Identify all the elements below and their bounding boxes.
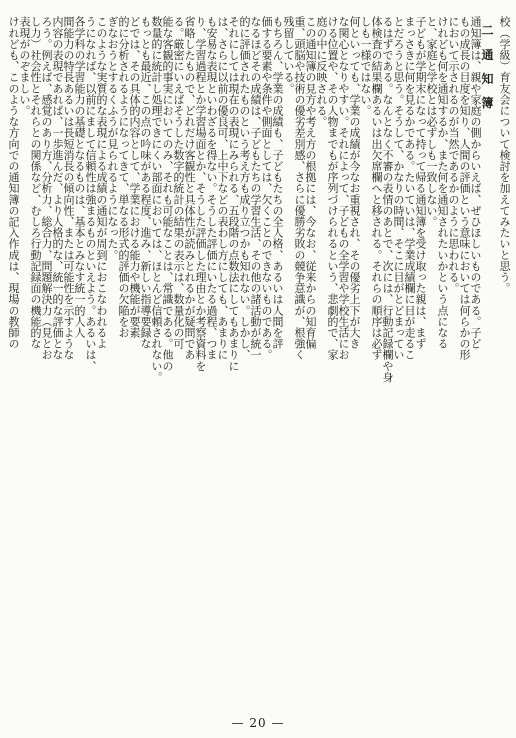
- text-column: うになれば、以前にまして信頼性は強まるものといえよう。あるいは、: [84, 16, 97, 372]
- text-column: 表現がのぞましい。: [18, 16, 31, 116]
- text-column: どでは、その具体的内容として、学業における能力や機能が要素: [128, 16, 141, 338]
- text-column: それにしては現在の表現にみられる、五段階の点数法にしてもあまりに: [227, 16, 240, 372]
- text-column: とだろうと思う。そうして、かなりの時間、そこに目がとどまってい: [392, 16, 405, 361]
- text-column: 何といっても、学業の成績が今なお重視され、その優劣上下が大き: [348, 16, 361, 349]
- section-heading: 二 通 知 簿: [480, 24, 494, 109]
- text-column: もっとも最近、この点の吟味がある程度、進み、新しい指導要録な: [139, 16, 152, 349]
- text-column: 的に評価されたものという考え方も成り立つかも知れない。しかし、: [238, 16, 251, 361]
- text-column: 体検査の結果欄あるいは出欠席欄へと移される。それらの順序は必ず: [370, 16, 383, 361]
- text-column: このような実質的な表現による成績の通知が周到におこなわれるよ: [95, 16, 108, 349]
- text-column: 残留している。: [282, 16, 295, 94]
- text-column: な関心となりやすい。それによって、子どもの全学習や学校生活にお: [337, 16, 350, 361]
- text-column: 通知簿は、親や家庭の側からいえば、ぜひほしいものである。子ど: [469, 16, 482, 349]
- text-column: この通知簿の見方や考え方の根拠には、今なお、従来からの知育偏: [304, 16, 317, 349]
- text-column: ろう。例えば、感覚のあり方、分析力、総合力、問題解決力（見とお: [40, 16, 53, 361]
- text-column: 数量的に統計し処理できにくい部面においては、ほとんど信頼されない。: [150, 16, 163, 383]
- text-column: けれども、このような方向での通知簿の記入作成は、現場の教師の: [7, 16, 20, 349]
- text-column: ぎなおうとするくふうが見られるようになった。: [106, 16, 119, 261]
- text-column: るはずである。なんとなく不審の表情のあとで、次には、行動記録欄や身: [381, 16, 394, 383]
- text-column: において示されるのが当然であるかのように思われる。: [447, 16, 460, 294]
- text-column: まっさきに何を見るかである。たいていは、学業成績欄に目が走るこ: [403, 16, 416, 361]
- text-column: と、家庭と学校とは必ずしも一致しない。: [425, 16, 438, 227]
- text-column: し力）社会性とそれらとの関係など、むしろ行動記録面の機能的な: [29, 16, 42, 349]
- text-column: 各学科の学習能力の基礎となるものは、基本とみなす統一的人人: [73, 16, 86, 338]
- text-column: 省略したもので、どれだけ客観性と具体性が読みとれるかが疑問であ: [183, 16, 196, 361]
- text-column: もの成長の目度を知り、人間の評価という意味においては何らかの形: [458, 16, 471, 361]
- text-column: 重、頭脳や技術の優劣差別感、さらに優勝劣敗の競争意識が、根強く: [293, 16, 306, 361]
- text-column: 校（学級）育友会について検討を加えてみたいと思う。: [498, 16, 511, 294]
- text-column: 子どもが学期末になって持って帰る通知簿を受け取った親は、まず: [414, 16, 427, 349]
- text-column: しも一様ではない。: [359, 16, 372, 116]
- text-column: けれども何を通知するか、また何を通知されたいかという点になる: [436, 16, 449, 349]
- vertical-text-area: [8, 16, 510, 706]
- text-column: 間能力の特長あるいは長短消長の傾向性、または可能性を示すような: [62, 16, 75, 361]
- text-column: ける位置や、その人物までもが序列づけられるという、悲劇的で、家: [326, 16, 339, 361]
- text-column: り、学習過程とか学習場面とか、そうした評価した理由とか考察資料を: [194, 16, 207, 372]
- text-column: も安易な表現といわざるを得ない。そうした評価にいたる過程、つま: [205, 16, 218, 361]
- text-column: もちろん、学業の成績も、子どもたちの全人格、あるいは人間を評: [271, 16, 284, 349]
- text-column: 価する要素や条件や側面としては、欠くことのできないものである。: [260, 16, 273, 361]
- text-column: る。厳密にいえばそうした数字的統計の結果の表示は、数量化の可: [172, 16, 185, 349]
- page-number: — 20 —: [231, 716, 285, 730]
- text-column: 内容の表現であれば、一歩進んだ、より人格的な、統一的な評価とな: [51, 16, 64, 361]
- text-column: 能な客観的事実においてのみ、それも可能なことは、常識である。他の: [161, 16, 174, 372]
- text-column: 的に分析されるようになってきて、単なる形式的評価の欠陥をお: [117, 16, 130, 338]
- text-column: 庭の中に反映される。: [315, 16, 328, 127]
- text-column: は、さらに以前の優良可、上中下などの表わし方にしても、あまりに: [216, 16, 229, 361]
- text-column: なるほどその成績は、子どもたちの学習生活、その他の諸活動が統一: [249, 16, 262, 361]
